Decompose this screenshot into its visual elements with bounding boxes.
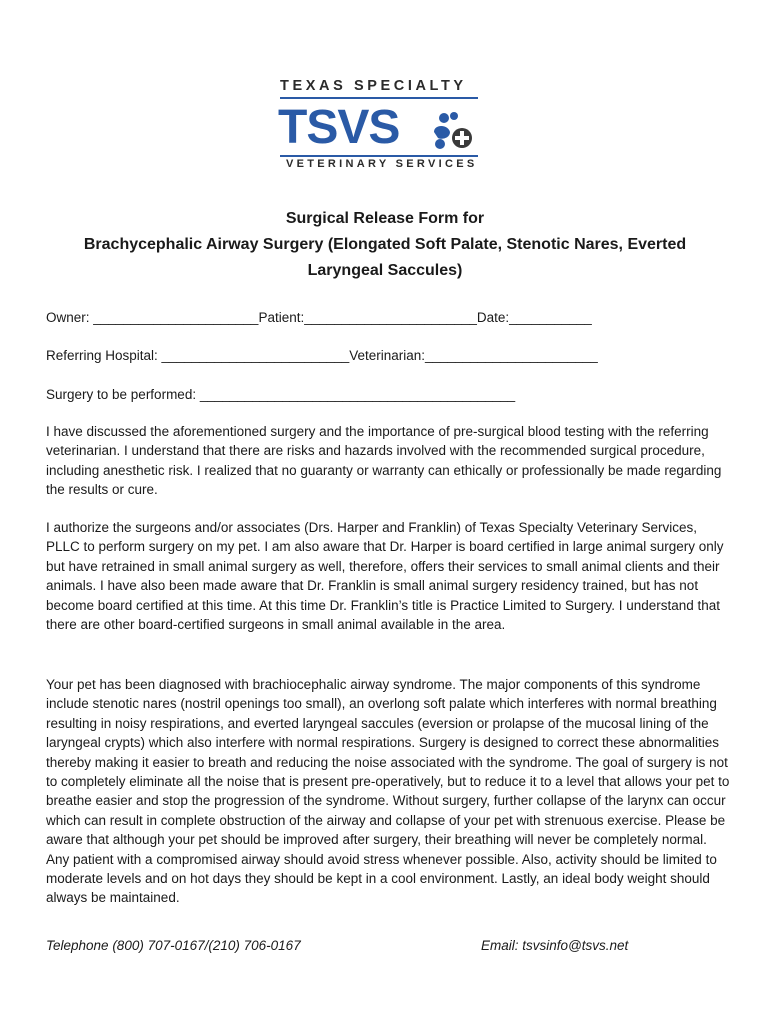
- logo-mark-text: TSVS: [278, 101, 400, 154]
- paw-plus-icon: [428, 108, 478, 152]
- surgery-performed-field[interactable]: Surgery to be performed: __________________________________________: [46, 387, 516, 402]
- diagnosis-paragraph: Your pet has been diagnosed with brachiocephalic airway syndrome. The major components of this syndrome include stenotic nares (nostril openings too small), an overlong soft palate which interferes with normal breathing resulting in noisy respirations, and everted laryngeal saccules (eversion or prolapse of the mucosal lining of the laryngeal crypts) which also interfere with normal respirations. Surgery is designed to correct these abnormalities thereby making it easier to breath and reducing the noise associated with the syndrome. The goal of surgery is not to completely eliminate all the noise that is present pre-operatively, but to reduce it to a level that allows your pet to breathe easier and stop the progression of the syndrome. Without surgery, further collapse of the larynx can occur which can result in complete obstruction of the airway and collapse of your pet with strenuous exercise. Please be aware that although your pet should be improved after surgery, their breathing will never be completely normal. Any patient with a compromised airway should avoid stress whenever possible. Also, activity should be limited to moderate levels and on hot days they should be kept in a cool environment. Lastly, an ideal body weight should always be maintained.: [46, 677, 730, 906]
- form-title: [30, 206, 740, 284]
- owner-patient-date-fields[interactable]: Owner: ______________________Patient:_______________________Date:___________: [46, 310, 592, 325]
- logo-top-text: TEXAS SPECIALTY: [280, 78, 467, 94]
- logo-bottom-rule: [280, 155, 478, 157]
- authorization-paragraph: I authorize the surgeons and/or associates (Drs. Harper and Franklin) of Texas Specialty Veterinary Services, PLLC to perform surgery on my pet. I am also aware that Dr. Harper is board certified in large animal surgery only but have retrained in small animal surgery as well, therefore, offers their services to small animal clients and their animals. I have also been made aware that Dr. Franklin is small animal surgery residency trained, but has not become board certified at this time. At this time Dr. Franklin’s title is Practice Limited to Surgery. I understand that there are other board-certified surgeons in small animal available in the area.: [46, 520, 724, 633]
- logo-top-rule: [280, 97, 478, 99]
- consent-paragraph-1: I have discussed the aforementioned surgery and the importance of pre-surgical blood testing with the referring veterinarian. I understand that there are risks and hazards involved with the recommended surgical procedure, including anesthetic risk. I realized that no guaranty or warranty can ethically or professionally be made regarding the results or cure.: [46, 424, 722, 498]
- title-line-1: Surgical Release Form for: [285, 210, 485, 227]
- tsvs-logo: [276, 78, 482, 172]
- logo-bottom-text: VETERINARY SERVICES: [286, 158, 478, 170]
- title-line-3: Laryngeal Saccules): [307, 262, 463, 279]
- footer-email: Email: tsvsinfo@tsvs.net: [481, 938, 629, 953]
- footer-telephone: Telephone (800) 707-0167/(210) 706-0167: [46, 938, 301, 953]
- referring-hospital-veterinarian-fields[interactable]: Referring Hospital: _________________________Veterinarian:_______________________: [46, 348, 598, 363]
- title-line-2: Brachycephalic Airway Surgery (Elongated Soft Palate, Stenotic Nares, Everted: [83, 236, 687, 253]
